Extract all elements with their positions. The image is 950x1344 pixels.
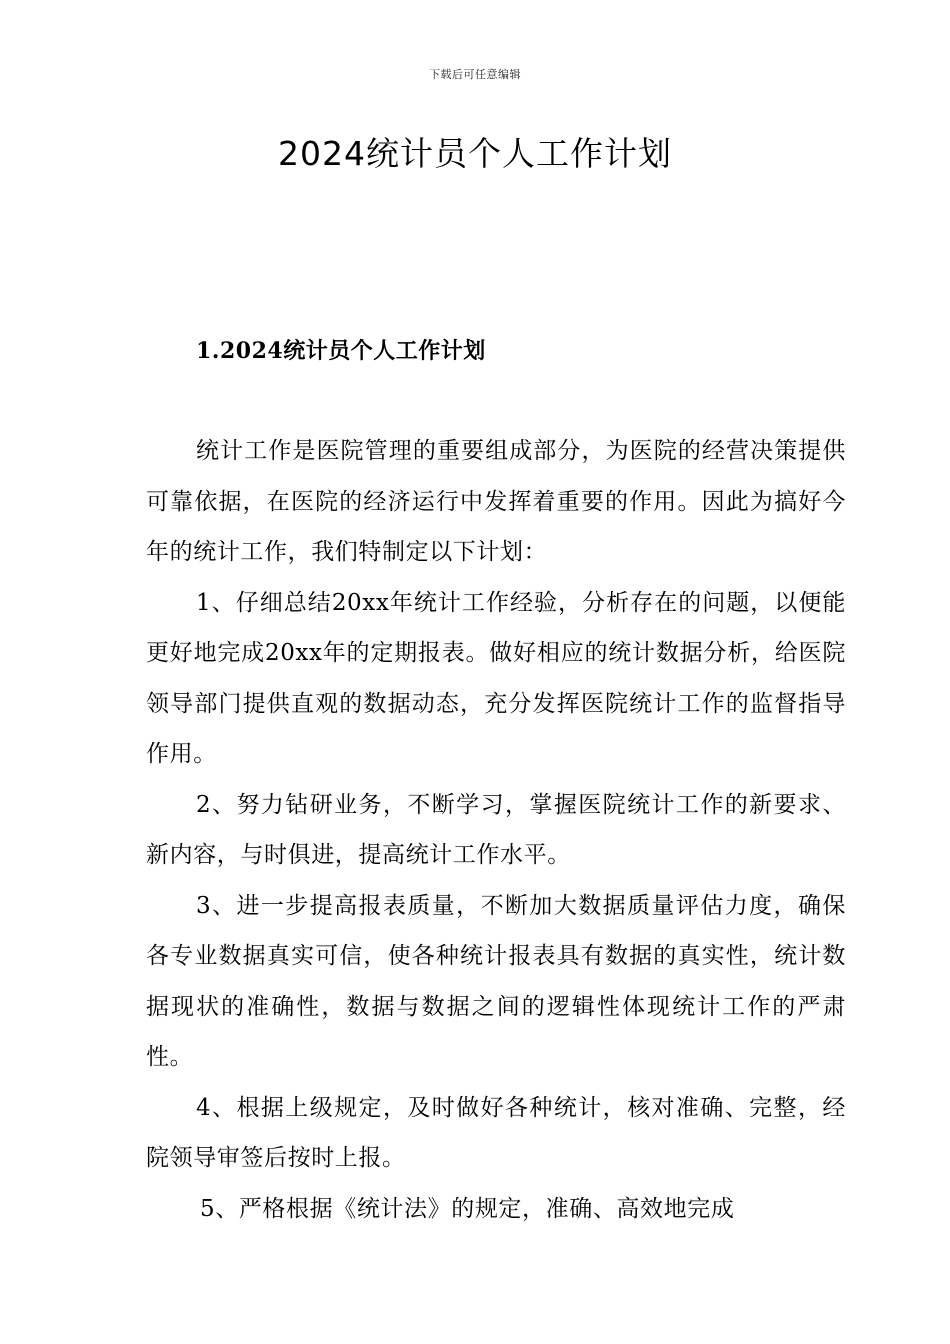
paragraph-item-4: 4、根据上级规定，及时做好各种统计，核对准确、完整，经院领导审签后按时上报。 (146, 1094, 846, 1171)
header-note: 下载后可任意编辑 (429, 68, 521, 81)
paragraph-item-2: 2、努力钻研业务，不断学习，掌握医院统计工作的新要求、新内容，与时俱进，提高统计工作水平。 (146, 791, 846, 868)
document-body (146, 426, 846, 1234)
paragraph-item-5: 5、严格根据《统计法》的规定，准确、高效地完成 (200, 1195, 735, 1222)
paragraph-intro: 统计工作是医院管理的重要组成部分，为医院的经营决策提供可靠依据，在医院的经济运行中发挥着重要的作用。因此为搞好今年的统计工作，我们特制定以下计划： (146, 438, 846, 565)
paragraph-item-1: 1、仔细总结20xx年统计工作经验，分析存在的问题，以便能更好地完成20xx年的定期报表。做好相应的统计数据分析，给医院领导部门提供直观的数据动态，充分发挥医院统计工作的监督指导作用。 (146, 589, 846, 767)
section-heading: 1.2024统计员个人工作计划 (196, 338, 486, 364)
paragraph-item-3: 3、进一步提高报表质量，不断加大数据质量评估力度，确保各专业数据真实可信，使各种统计报表具有数据的真实性，统计数据现状的准确性，数据与数据之间的逻辑性体现统计工作的严肃性。 (146, 892, 846, 1070)
page-title: 2024统计员个人工作计划 (278, 134, 672, 173)
